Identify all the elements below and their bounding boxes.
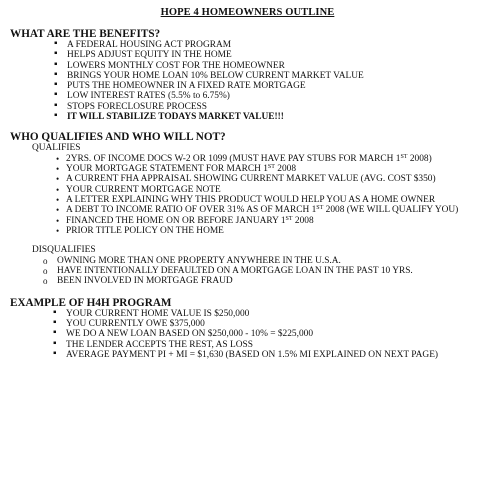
ordinal-suffix: ST (400, 153, 408, 160)
list-item: ▪ LOW INTEREST RATES (5.5% to 6.75%) (67, 91, 485, 101)
disqualifies-label: DISQUALIFIES (32, 245, 96, 256)
list-item: ▪ BRINGS YOUR HOME LOAN 10% BELOW CURRENT MARKET VALUE (67, 71, 485, 81)
list-item (66, 216, 485, 226)
qualify-heading: WHO QUALIFIES AND WHO WILL NOT? (10, 131, 226, 144)
example-list (10, 309, 485, 360)
benefits-list (10, 40, 485, 122)
list-item (66, 154, 485, 164)
ordinal-suffix: ST (267, 164, 275, 171)
item-text: 2008 (292, 215, 314, 226)
list-item: o HAVE INTENTIONALLY DEFAULTED ON A MORTGAGE LOAN IN THE PAST 10 YRS. (57, 266, 485, 276)
list-item: ▪ IT WILL STABILIZE TODAYS MARKET VALUE!!! (67, 112, 485, 122)
item-text: 2YRS. OF INCOME DOCS W-2 OR 1099 (MUST HAVE PAY STUBS FOR MARCH 1 (66, 153, 401, 164)
item-text: 2008 (274, 164, 297, 175)
example-section (10, 297, 485, 360)
item-text: YOUR MORTGAGE STATEMENT FOR MARCH 1 (66, 164, 268, 175)
list-item: ▪ WE DO A NEW LOAN BASED ON $250,000 - 10% = $225,000 (66, 329, 485, 339)
disqualifies-list (10, 256, 485, 287)
item-text: 2008) (407, 153, 432, 164)
item-text: 2008 (WE WILL QUALIFY YOU) (323, 205, 459, 216)
list-item: o BEEN INVOLVED IN MORTGAGE FRAUD (57, 276, 485, 286)
benefits-section (10, 28, 485, 122)
list-item: ▪ YOUR CURRENT HOME VALUE IS $250,000 (66, 309, 485, 319)
item-text: FINANCED THE HOME ON OR BEFORE JANUARY 1 (66, 215, 286, 226)
ordinal-suffix: ST (285, 215, 293, 222)
benefits-heading: WHAT ARE THE BENEFITS? (10, 28, 161, 40)
list-item: ▪ A FEDERAL HOUSING ACT PROGRAM (67, 40, 485, 50)
example-heading: EXAMPLE OF H4H PROGRAM (10, 296, 172, 309)
document-title: HOPE 4 HOMEOWNERS OUTLINE (160, 7, 335, 18)
disqualifies-block (10, 245, 485, 286)
qualify-section (10, 131, 485, 286)
list-item: ▪ PUTS THE HOMEOWNER IN A FIXED RATE MORTGAGE (67, 81, 485, 91)
list-item: ▪ LOWERS MONTHLY COST FOR THE HOMEOWNER (67, 61, 485, 71)
list-item: ▪ HELPS ADJUST EQUITY IN THE HOME (67, 50, 485, 60)
list-item (66, 205, 485, 215)
list-item: o OWNING MORE THAN ONE PROPERTY ANYWHERE IN THE U.S.A. (57, 256, 485, 266)
list-item: • A CURRENT FHA APPRAISAL SHOWING CURRENT MARKET VALUE (AVG. COST $350) (66, 174, 485, 184)
qualifies-label: QUALIFIES (32, 143, 81, 154)
list-item: ▪ AVERAGE PAYMENT PI + MI = $1,630 (BASED ON 1.5% MI EXPLAINED ON NEXT PAGE) (66, 350, 485, 360)
list-item: • YOUR CURRENT MORTGAGE NOTE (66, 185, 485, 195)
list-item: • PRIOR TITLE POLICY ON THE HOME (66, 226, 485, 236)
list-item (66, 164, 485, 174)
list-item: ▪ YOU CURRENTLY OWE $375,000 (66, 319, 485, 329)
list-item: ▪ STOPS FORECLOSURE PROCESS (67, 102, 485, 112)
item-text: A DEBT TO INCOME RATIO OF OVER 31% AS OF MARCH 1 (66, 205, 317, 216)
list-item: ▪ THE LENDER ACCEPTS THE REST, AS LOSS (66, 340, 485, 350)
qualifies-list (10, 154, 485, 236)
ordinal-suffix: ST (316, 205, 324, 212)
list-item: • A LETTER EXPLAINING WHY THIS PRODUCT WOULD HELP YOU AS A HOME OWNER (66, 195, 485, 205)
